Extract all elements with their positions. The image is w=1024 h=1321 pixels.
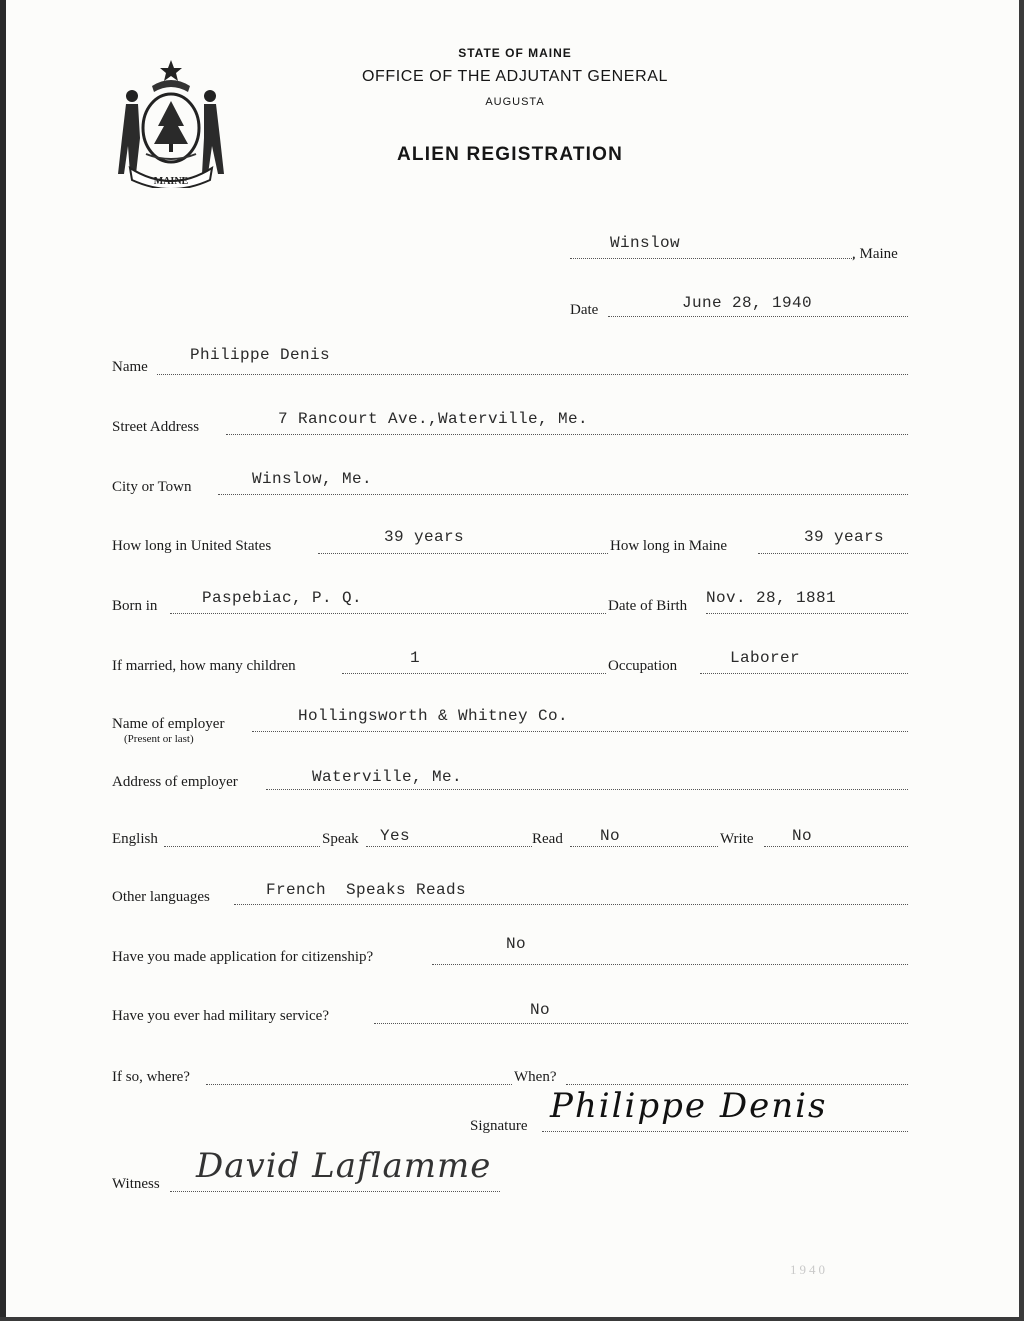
english-label: English	[112, 831, 158, 847]
town-line	[570, 258, 854, 259]
other-languages-value: French Speaks Reads	[266, 881, 467, 899]
citizenship-label: Have you made application for citizenship?	[112, 949, 374, 965]
birth-date-line	[706, 613, 908, 614]
city-value: Winslow, Me.	[252, 470, 373, 488]
military-value: No	[530, 1001, 551, 1019]
english-line	[164, 846, 320, 847]
date-line	[608, 316, 908, 317]
years-us-label: How long in United States	[112, 538, 272, 554]
date-label: Date	[570, 302, 599, 318]
years-maine-label: How long in Maine	[610, 538, 728, 554]
employer-label: Name of employer	[112, 716, 225, 732]
speak-line	[366, 846, 532, 847]
speak-value: Yes	[380, 827, 411, 845]
employer-line	[252, 731, 908, 732]
employer-address-label: Address of employer	[112, 774, 238, 790]
children-value: 1	[410, 649, 421, 667]
born-in-label: Born in	[112, 598, 158, 614]
form-title: ALIEN REGISTRATION	[396, 144, 624, 165]
header-state: STATE OF MAINE	[458, 46, 572, 60]
employer-value: Hollingsworth & Whitney Co.	[298, 707, 569, 725]
read-label: Read	[532, 831, 563, 847]
birth-date-value: Nov. 28, 1881	[706, 589, 837, 607]
citizenship-line	[432, 964, 908, 965]
children-label: If married, how many children	[112, 658, 296, 674]
witness-line	[170, 1191, 500, 1192]
children-line	[342, 673, 606, 674]
name-line	[157, 374, 908, 375]
where-line	[206, 1084, 512, 1085]
military-line	[374, 1023, 908, 1024]
birth-date-label: Date of Birth	[608, 598, 688, 614]
scan-edge-left	[0, 0, 6, 1321]
signature-value: Philippe Denis	[550, 1086, 828, 1126]
military-label: Have you ever had military service?	[112, 1008, 329, 1024]
header-city: AUGUSTA	[485, 96, 545, 108]
maine-state-seal-icon	[112, 56, 230, 188]
born-in-line	[170, 613, 606, 614]
occupation-value: Laborer	[730, 649, 801, 667]
years-maine-line	[758, 553, 908, 554]
occupation-line	[700, 673, 908, 674]
name-value: Philippe Denis	[190, 346, 331, 364]
write-value: No	[792, 827, 813, 845]
speak-label: Speak	[322, 831, 359, 847]
years-us-value: 39 years	[384, 528, 465, 546]
street-line	[226, 434, 908, 435]
employer-sublabel: (Present or last)	[124, 733, 194, 745]
where-label: If so, where?	[112, 1069, 190, 1085]
city-line	[218, 494, 908, 495]
when-label: When?	[514, 1069, 557, 1085]
born-in-value: Paspebiac, P. Q.	[202, 589, 363, 607]
street-label: Street Address	[112, 419, 200, 435]
name-label: Name	[112, 359, 148, 375]
date-value: June 28, 1940	[682, 294, 813, 312]
employer-address-value: Waterville, Me.	[312, 768, 463, 786]
read-value: No	[600, 827, 621, 845]
write-line	[764, 846, 908, 847]
witness-label: Witness	[112, 1176, 160, 1192]
other-languages-label: Other languages	[112, 889, 210, 905]
signature-line	[542, 1131, 908, 1132]
signature-label: Signature	[470, 1118, 528, 1134]
scan-edge-right	[1019, 0, 1024, 1321]
years-maine-value: 39 years	[804, 528, 885, 546]
citizenship-value: No	[506, 935, 527, 953]
occupation-label: Occupation	[608, 658, 678, 674]
town-suffix: , Maine	[852, 246, 898, 262]
faint-stamp: 1940	[790, 1262, 828, 1277]
street-value: 7 Rancourt Ave.,Waterville, Me.	[278, 410, 589, 428]
scan-edge-bottom	[0, 1317, 1024, 1321]
write-label: Write	[720, 831, 754, 847]
years-us-line	[318, 553, 608, 554]
read-line	[570, 846, 718, 847]
header-office: OFFICE OF THE ADJUTANT GENERAL	[361, 68, 669, 85]
employer-address-line	[266, 789, 908, 790]
town-value: Winslow	[610, 234, 681, 252]
witness-signature: David Laflamme	[196, 1146, 492, 1186]
when-line	[566, 1084, 908, 1085]
city-label: City or Town	[112, 479, 192, 495]
other-languages-line	[234, 904, 908, 905]
svg-text:MAINE: MAINE	[153, 176, 189, 187]
